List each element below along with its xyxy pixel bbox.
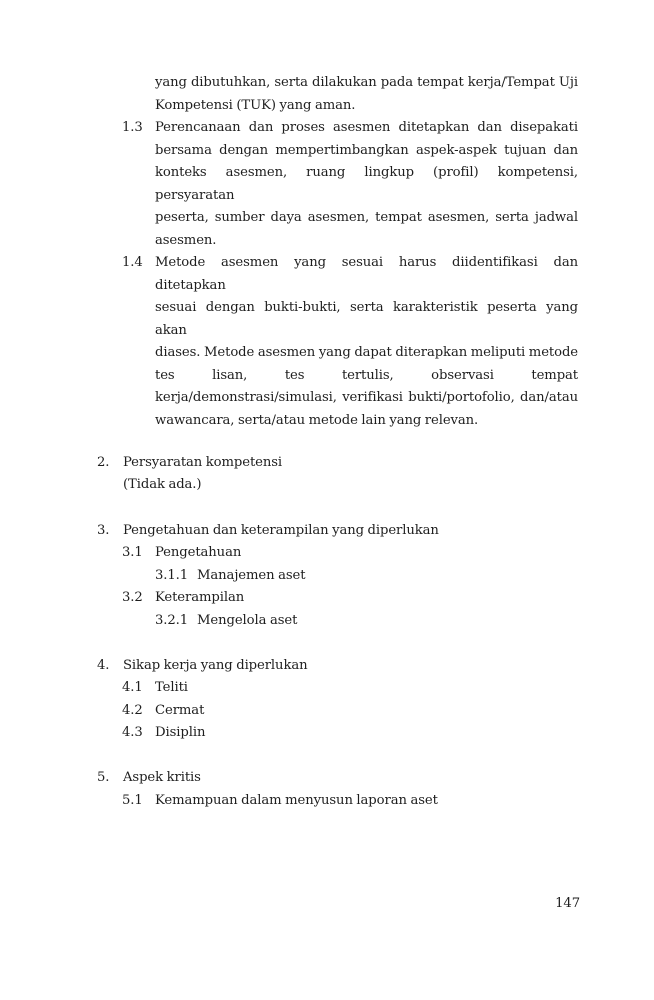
text-line: sesuai dengan bukti-bukti, serta karakteristik peserta yang akan: [155, 300, 578, 338]
section-number: 3.: [97, 522, 110, 538]
item-label: Teliti: [155, 680, 188, 695]
item-label: Pengetahuan: [155, 545, 242, 560]
list-item-5-1: [122, 790, 654, 813]
list-item-4-2: [122, 700, 654, 723]
clause-number: 1.4: [122, 255, 143, 270]
item-label: Cermat: [155, 702, 205, 718]
section-2-note: (Tidak ada.): [123, 477, 202, 492]
text-line: Kompetensi (TUK) yang aman.: [155, 97, 356, 113]
item-number: 3.1.1: [155, 567, 189, 583]
text-line: wawancara, serta/atau metode lain yang relevan.: [155, 412, 479, 428]
text-line: bersama dengan mempertimbangkan aspek-aspek tujuan dan: [155, 142, 578, 158]
text-line: yang dibutuhkan, serta dilakukan pada tempat kerja/Tempat Uji: [155, 75, 578, 90]
paragraph-continuation: [155, 72, 578, 117]
item-number: 5.1: [122, 792, 143, 808]
section-title: Persyaratan kompetensi: [123, 454, 283, 470]
list-item-3-1: [122, 542, 654, 565]
section-number: 4.: [97, 657, 110, 673]
section-number: 5.: [97, 770, 110, 785]
item-number: 4.1: [122, 680, 143, 695]
item-number: 3.1: [122, 545, 143, 560]
item-label: Disiplin: [155, 725, 206, 740]
section-4-heading: [97, 655, 654, 678]
text-line: konteks asesmen, ruang lingkup (profil) kompetensi, persyaratan: [155, 165, 578, 203]
clause-1-4: [122, 252, 654, 432]
clause-1-3: [122, 117, 654, 252]
section-title: Pengetahuan dan keterampilan yang diperlukan: [123, 522, 439, 538]
list-item-4-3: [122, 722, 654, 745]
section-number: 2.: [97, 454, 110, 470]
text-line: kerja/demonstrasi/simulasi, verifikasi bukti/portofolio, dan/atau: [155, 390, 578, 405]
item-number: 3.2.1: [155, 612, 189, 628]
clause-number: 1.3: [122, 120, 143, 135]
section-title: Sikap kerja yang diperlukan: [123, 657, 308, 673]
list-item-3-2-1: [155, 610, 654, 633]
text-line: peserta, sumber daya asesmen, tempat asesmen, serta jadwal: [155, 210, 578, 225]
page-number: 147: [555, 896, 580, 911]
item-number: 4.2: [122, 702, 143, 718]
item-label: Keterampilan: [155, 590, 245, 605]
item-number: 3.2: [122, 590, 143, 605]
item-label: Mengelola aset: [197, 612, 298, 628]
text-line: tes lisan, tes tertulis, observasi tempat: [155, 367, 578, 383]
text-line: Metode asesmen yang sesuai harus diidentifikasi dan ditetapkan: [155, 255, 578, 293]
section-5-heading: [97, 767, 654, 790]
section-title: Aspek kritis: [123, 770, 201, 785]
list-item-3-1-1: [155, 565, 654, 588]
item-number: 4.3: [122, 725, 143, 740]
text-line: asesmen.: [155, 232, 217, 248]
document-body: [0, 72, 654, 812]
item-label: Kemampuan dalam menyusun laporan aset: [155, 792, 438, 808]
list-item-4-1: [122, 677, 654, 700]
item-label: Manajemen aset: [197, 567, 306, 583]
text-line: Perencanaan dan proses asesmen ditetapkan dan disepakati: [155, 120, 578, 135]
list-item-3-2: [122, 587, 654, 610]
clause-text: [155, 117, 578, 252]
text-line: diases. Metode asesmen yang dapat diterapkan meliputi metode: [155, 345, 578, 360]
section-2-heading: [97, 452, 654, 475]
section-3-heading: [97, 520, 654, 543]
clause-text: [155, 252, 578, 432]
